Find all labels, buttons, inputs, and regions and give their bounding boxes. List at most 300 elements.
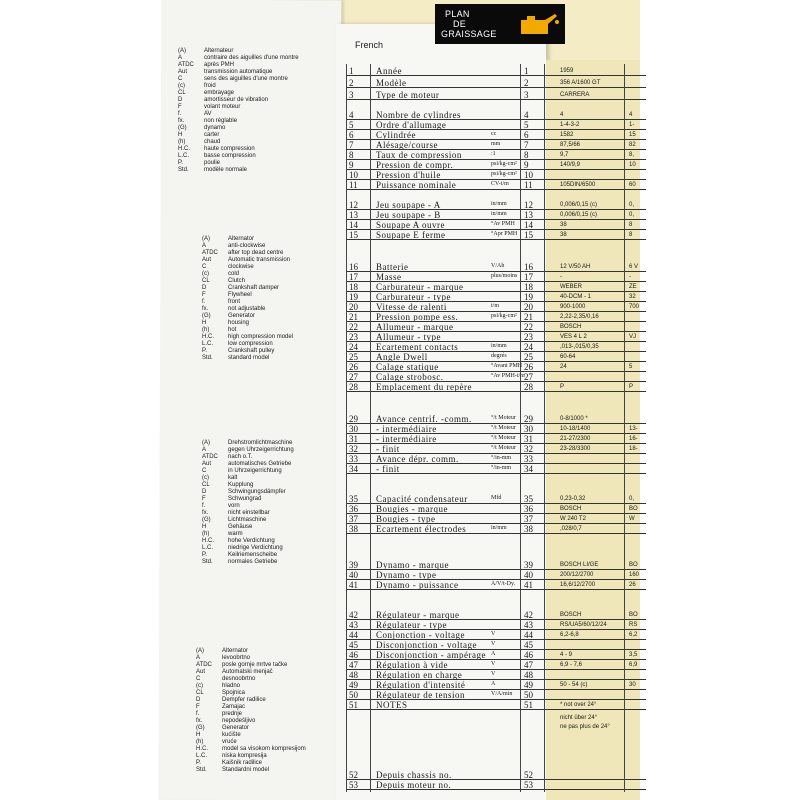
legend-text: cold <box>228 271 240 277</box>
legend-text: Automatic transmission <box>228 257 291 263</box>
form-row <box>346 580 646 590</box>
row-unit: cc <box>491 131 497 137</box>
row-unit: in/mm <box>491 201 507 207</box>
legend-text: transmission automatique <box>204 69 273 75</box>
legend-row <box>196 725 306 732</box>
row-label: Modèle <box>376 78 407 88</box>
row-number-right: 30 <box>524 424 533 434</box>
form-row <box>346 504 646 514</box>
legend-abbreviation: fx. <box>202 510 209 516</box>
row-number: 42 <box>349 610 358 620</box>
legend-text: hot <box>228 327 237 333</box>
legend-row <box>196 711 306 718</box>
form-row <box>346 180 646 190</box>
note-line: ne pas plus de 24° <box>560 724 610 730</box>
legend-text: Alternator <box>228 236 255 242</box>
legend-row <box>178 48 299 55</box>
logo-line-1: PLAN <box>445 9 470 19</box>
row-number: 36 <box>349 504 358 514</box>
value-column-1: 0,006/0,15 (c) <box>560 212 598 218</box>
legend-text: vorn <box>228 503 240 509</box>
value-column-1: VES 4 L 2 <box>560 334 587 340</box>
value-column-1: 1-4-3-2 <box>560 122 580 128</box>
value-column-1: 50 - 54 (c) <box>560 682 588 688</box>
row-number: 12 <box>349 200 358 210</box>
legend-abbreviation: (c) <box>178 83 185 89</box>
row-number: 17 <box>349 272 358 282</box>
legend-row <box>202 440 294 447</box>
legend-text: front <box>228 299 241 305</box>
value-column-2: 18- <box>629 446 638 452</box>
form-row <box>346 620 646 630</box>
legend-abbreviation: Aut <box>178 69 188 75</box>
legend-row <box>202 531 294 538</box>
row-rule <box>346 239 646 240</box>
row-number-right: 19 <box>524 292 533 302</box>
value-column-2: 8 <box>629 222 633 228</box>
row-unit: V/Ah <box>491 263 505 269</box>
legend-abbreviation: Std. <box>196 767 207 773</box>
row-rule <box>346 789 646 790</box>
row-label: Régulation d'intensité <box>376 680 466 690</box>
row-number: 35 <box>349 494 358 504</box>
row-label: Dynamo - marque <box>376 560 449 570</box>
legend-row <box>196 683 306 690</box>
legend-text: non réglable <box>204 118 238 124</box>
value-column-2: 30 <box>629 682 636 688</box>
legend-text: poulie <box>204 160 221 166</box>
legend-text: vruće <box>222 739 237 745</box>
legend-text: not adjustable <box>228 306 266 312</box>
row-number: 24 <box>349 342 358 352</box>
legend-text: Lichtmaschine <box>228 517 267 523</box>
row-unit: t/m <box>491 303 500 309</box>
row-number: 26 <box>349 362 358 372</box>
legend-row <box>196 662 306 669</box>
legend-text: normales Getriebe <box>228 559 278 565</box>
row-unit: in/mm <box>491 525 507 531</box>
row-number-right: 12 <box>524 200 533 210</box>
legend-abbreviation: CL <box>196 690 204 696</box>
legend-row <box>178 104 299 111</box>
legend-abbreviation: D <box>202 285 207 291</box>
row-number: 49 <box>349 680 358 690</box>
row-unit: A <box>491 681 496 687</box>
row-number-right: 16 <box>524 262 533 272</box>
legend-row <box>196 732 306 739</box>
row-number-right: 42 <box>524 610 533 620</box>
legend-row <box>178 146 299 153</box>
form-row <box>346 780 646 790</box>
row-label: Puissance nominale <box>376 180 457 190</box>
legend-abbreviation: P. <box>202 552 207 558</box>
legend-row <box>178 62 299 69</box>
value-column-2: 13- <box>629 426 638 432</box>
legend-abbreviation: F <box>202 292 206 298</box>
value-column-2: 6 V <box>629 264 639 270</box>
value-column-1: 105DIN/6500 <box>560 182 596 188</box>
value-column-1: 4 <box>560 112 564 118</box>
row-label: Régulateur - marque <box>376 610 460 620</box>
legend-row <box>202 503 294 510</box>
row-number: 47 <box>349 660 358 670</box>
legend-abbreviation: L.C. <box>196 753 208 759</box>
row-number-right: 14 <box>524 220 533 230</box>
row-label: Jeu soupape - A <box>376 200 441 210</box>
row-number: 9 <box>349 160 354 170</box>
value-column-1: 900-1000 <box>560 304 586 310</box>
legend-abbreviation: H.C. <box>196 746 208 752</box>
row-label: Ordre d'allumage <box>376 120 447 130</box>
row-label: Vitesse de ralenti <box>376 302 447 312</box>
legend-abbreviation: CL <box>202 482 210 488</box>
row-number: 34 <box>349 464 358 474</box>
row-number-right: 39 <box>524 560 533 570</box>
row-number-right: 13 <box>524 210 533 220</box>
legend-text: nach o.T. <box>228 454 253 460</box>
legend-text: embrayage <box>204 90 235 96</box>
legend-text: niska kompresija <box>222 753 267 759</box>
row-label: Angle Dwell <box>376 352 428 362</box>
row-number-right: 8 <box>524 150 529 160</box>
legend-row <box>202 538 294 545</box>
value-column-2: ZE <box>629 284 637 290</box>
legend-row <box>202 545 294 552</box>
legend-abbreviation: ATDC <box>202 454 218 460</box>
value-column-1: 12 V/50 AH <box>560 264 591 270</box>
legend-abbreviation: (c) <box>196 683 203 689</box>
form-row <box>346 382 646 392</box>
legend-text: standard model <box>228 355 270 361</box>
legend-text: high compression model <box>228 334 294 340</box>
row-number-right: 46 <box>524 650 533 660</box>
legend-abbreviation: Std. <box>202 355 213 361</box>
row-number: 16 <box>349 262 358 272</box>
value-column-2: BO <box>629 562 638 568</box>
row-unit: A/V/t-Dy. <box>491 581 516 587</box>
row-number-right: 52 <box>524 770 533 780</box>
row-number: 6 <box>349 130 354 140</box>
row-number: 29 <box>349 414 358 424</box>
row-label: Régulateur - type <box>376 620 447 630</box>
row-unit: CV-t/m <box>491 181 509 187</box>
row-label: Conjonction - voltage <box>376 630 465 640</box>
row-number: 48 <box>349 670 358 680</box>
legend-abbreviation: C <box>196 676 201 682</box>
row-number-right: 38 <box>524 524 533 534</box>
row-unit: °Apr PMH <box>491 231 518 237</box>
legend-row <box>178 111 299 118</box>
legend-abbreviation: H <box>202 524 207 530</box>
legend-abbreviation: C <box>202 264 207 270</box>
row-unit: A <box>491 651 496 657</box>
legend-row <box>202 475 294 482</box>
row-number: 38 <box>349 524 358 534</box>
row-number-right: 23 <box>524 332 533 342</box>
value-column-1: 2,22-2,35/0,16 <box>560 314 599 320</box>
legend-row <box>202 334 293 341</box>
legend-row <box>196 753 306 760</box>
row-unit: °/t Moteur <box>491 445 516 451</box>
value-column-2: 32 <box>629 294 636 300</box>
row-unit: V <box>491 661 496 667</box>
legend-abbreviation: CL <box>202 278 210 284</box>
legend-row <box>178 83 299 90</box>
row-label: Batterie <box>376 262 409 272</box>
row-label: Régulation en charge <box>376 670 463 680</box>
value-column-1: BOSCH LI/GE <box>560 562 599 568</box>
legend-row <box>196 760 306 767</box>
legend-abbreviation: H.C. <box>178 146 190 152</box>
legend-row <box>202 292 293 299</box>
row-number: 28 <box>349 382 358 392</box>
legend-abbreviation: L.C. <box>202 545 214 551</box>
row-unit: °/t Moteur <box>491 435 516 441</box>
row-label: Depuis moteur no. <box>376 780 452 790</box>
row-label: Emplacement du repère <box>376 382 472 392</box>
row-number: 10 <box>349 170 358 180</box>
form-row <box>346 770 646 780</box>
legend-row <box>178 160 299 167</box>
row-unit: °/in-mm <box>491 465 512 471</box>
legend-row <box>202 461 294 468</box>
legend-row <box>202 348 293 355</box>
logo-line-3: GRAISSAGE <box>441 29 497 39</box>
row-label: Régulateur de tension <box>376 690 465 700</box>
legend-text: Generator <box>222 725 250 731</box>
legend-abbreviation: F <box>196 704 200 710</box>
legend-abbreviation: (A) <box>202 440 210 446</box>
row-number-right: 41 <box>524 580 533 590</box>
row-number-right: 2 <box>524 78 529 88</box>
row-label: Pression de compr. <box>376 160 454 170</box>
legend-text: dynamo <box>204 125 226 131</box>
row-unit: psi/kg-cm² <box>491 313 517 319</box>
form-row <box>346 312 646 322</box>
note-line: nicht über 24° <box>560 715 598 721</box>
row-unit: in/mm <box>491 211 507 217</box>
row-number-right: 53 <box>524 780 533 790</box>
row-number-right: 3 <box>524 90 529 100</box>
legend-abbreviation: H.C. <box>202 334 214 340</box>
legend-text: kućište <box>222 732 241 738</box>
row-number-right: 22 <box>524 322 533 332</box>
legend-row <box>196 655 306 662</box>
value-column-1: 6,2-6,8 <box>560 632 579 638</box>
value-column-1: 23-28/3300 <box>560 446 591 452</box>
row-unit: V/A/min <box>491 691 513 697</box>
legend-text: Automatski menjač <box>222 669 273 675</box>
row-number: 13 <box>349 210 358 220</box>
row-label: Avance centrif. -comm. <box>376 414 472 424</box>
row-number-right: 50 <box>524 690 533 700</box>
row-number: 11 <box>349 180 358 190</box>
legend-abbreviation: f. <box>196 711 200 717</box>
legend-row <box>202 559 294 566</box>
form-row <box>346 140 646 150</box>
row-number: 53 <box>349 780 358 790</box>
legend-abbreviation: (h) <box>202 327 210 333</box>
value-column-2: 0, <box>629 202 635 208</box>
legend-text: basse compression <box>204 153 256 159</box>
legend-row <box>196 739 306 746</box>
row-number-right: 34 <box>524 464 533 474</box>
legend-row <box>202 271 293 278</box>
form-row <box>346 272 646 282</box>
row-number: 20 <box>349 302 358 312</box>
row-label: - intermédiaire <box>376 424 437 434</box>
row-number-right: 25 <box>524 352 533 362</box>
left-rule <box>346 64 347 792</box>
value-column-1: ,028/0,7 <box>560 526 582 532</box>
row-number-right: 9 <box>524 160 529 170</box>
value-column-1: 0-8/1000 * <box>560 416 588 422</box>
row-label: Ecartement électrodes <box>376 524 467 534</box>
legend-abbreviation: (A) <box>202 236 210 242</box>
row-number-right: 31 <box>524 434 533 444</box>
legend-row <box>178 69 299 76</box>
legend-abbreviation: D <box>202 489 207 495</box>
legend-text: Zamajac <box>222 704 246 710</box>
row-number-right: 33 <box>524 454 533 464</box>
value-column-1: RS/UA5/60/12/24 <box>560 622 607 628</box>
value-column-2: 6,9 <box>629 662 638 668</box>
legend-row <box>178 55 299 62</box>
legend-abbreviation: Aut <box>202 461 212 467</box>
row-number-right: 47 <box>524 660 533 670</box>
legend-abbreviation: P. <box>196 760 201 766</box>
legend-text: posle gornje mrtve tačke <box>222 662 288 668</box>
legend-text: Generator <box>228 313 256 319</box>
value-column-2: 0, <box>629 212 635 218</box>
row-label: Pression pompe ess. <box>376 312 459 322</box>
legend-row <box>178 153 299 160</box>
row-number-right: 1 <box>524 66 529 76</box>
legend-abbreviation: (G) <box>202 313 211 319</box>
legend-abbreviation: (G) <box>202 517 211 523</box>
row-number: 14 <box>349 220 358 230</box>
row-number-right: 20 <box>524 302 533 312</box>
row-number: 15 <box>349 230 358 240</box>
legend-abbreviation: D <box>196 697 201 703</box>
value-column-1: 200/12/2700 <box>560 572 594 578</box>
legend-text: automatisches Getriebe <box>228 461 292 467</box>
value-column-2: 5 <box>629 364 633 370</box>
value-column-1: - <box>560 274 562 280</box>
form-row <box>346 700 646 710</box>
legend-abbreviation: (G) <box>196 725 205 731</box>
row-number: 45 <box>349 640 358 650</box>
row-number-right: 32 <box>524 444 533 454</box>
legend-abbreviation: (G) <box>178 125 187 131</box>
value-column-2: 60 <box>629 182 636 188</box>
row-number-right: 11 <box>524 180 533 190</box>
row-number: 32 <box>349 444 358 454</box>
form-row <box>346 90 646 100</box>
row-number: 33 <box>349 454 358 464</box>
legend-abbreviation: (A) <box>196 648 204 654</box>
row-rule <box>346 99 646 100</box>
oil-can-icon <box>515 10 561 40</box>
legend-abbreviation: f. <box>178 111 182 117</box>
legend-abbreviation: H <box>196 732 201 738</box>
row-label: Bougies - type <box>376 514 436 524</box>
row-rule <box>346 589 646 590</box>
value-column-1: 40-DCM - 1 <box>560 294 592 300</box>
row-number: 40 <box>349 570 358 580</box>
row-unit: V <box>491 671 496 677</box>
legend-row <box>202 552 294 559</box>
row-number: 39 <box>349 560 358 570</box>
row-label: Soupape A ouvre <box>376 220 445 230</box>
legend-text: carter <box>204 132 220 138</box>
value-column-2: 0, <box>629 496 635 502</box>
row-rule <box>346 473 646 474</box>
legend-row <box>196 690 306 697</box>
value-column-1: 60-64 <box>560 354 576 360</box>
row-unit: mm <box>491 141 501 147</box>
legend-text: Kaišnik radilice <box>222 760 263 766</box>
row-number-right: 26 <box>524 362 533 372</box>
row-unit: °Av PMH-t/m <box>491 373 525 379</box>
legend-abbreviation: fx. <box>202 306 209 312</box>
row-number-right: 44 <box>524 630 533 640</box>
legend-row <box>202 341 293 348</box>
row-number-right: 49 <box>524 680 533 690</box>
plan-de-graissage-logo <box>435 4 565 44</box>
row-label: Année <box>376 66 402 76</box>
row-number: 1 <box>349 66 354 76</box>
value-column-2: 1- <box>629 122 635 128</box>
row-number: 25 <box>349 352 358 362</box>
row-label: Ecartement contacts <box>376 342 459 352</box>
value-column-2: 10 <box>629 162 636 168</box>
legend-text: sens des aiguilles d'une montre <box>204 76 288 82</box>
row-label: Allumeur - marque <box>376 322 454 332</box>
legend-row <box>196 704 306 711</box>
legend-text: après PMH <box>204 62 235 68</box>
value-column-2: 3,5 <box>629 652 638 658</box>
row-label: Alésage/course <box>376 140 438 150</box>
legend-text: Crankshaft damper <box>228 285 280 291</box>
legend-text: kalt <box>228 475 238 481</box>
row-rule <box>346 391 646 392</box>
row-label: Type de moteur <box>376 90 440 100</box>
number-rule <box>370 64 371 792</box>
form-row <box>346 66 646 76</box>
value-column-2: 15 <box>629 132 636 138</box>
legend-abbreviation: f. <box>202 503 206 509</box>
legend-text: nepodešljivo <box>222 718 256 724</box>
form-row <box>346 524 646 534</box>
row-label: Carburateur - type <box>376 292 451 302</box>
legend-abbreviation: F <box>178 104 182 110</box>
notes-extra <box>560 714 610 732</box>
legend-row <box>202 327 293 334</box>
value-column-2: 8, <box>629 152 635 158</box>
legend-text: after top dead centre <box>228 250 284 256</box>
legend-text: chaud <box>204 139 221 145</box>
row-label: - finit <box>376 444 400 454</box>
legend-row <box>202 299 293 306</box>
row-label: Dynamo - type <box>376 570 437 580</box>
row-label: NOTES <box>376 700 408 710</box>
value-column-1: 16,6/12/2700 <box>560 582 596 588</box>
row-number-right: 51 <box>524 700 533 710</box>
value-column-2: 700 <box>629 304 640 310</box>
legend-abbreviation: A <box>202 447 207 453</box>
legend-row <box>178 125 299 132</box>
